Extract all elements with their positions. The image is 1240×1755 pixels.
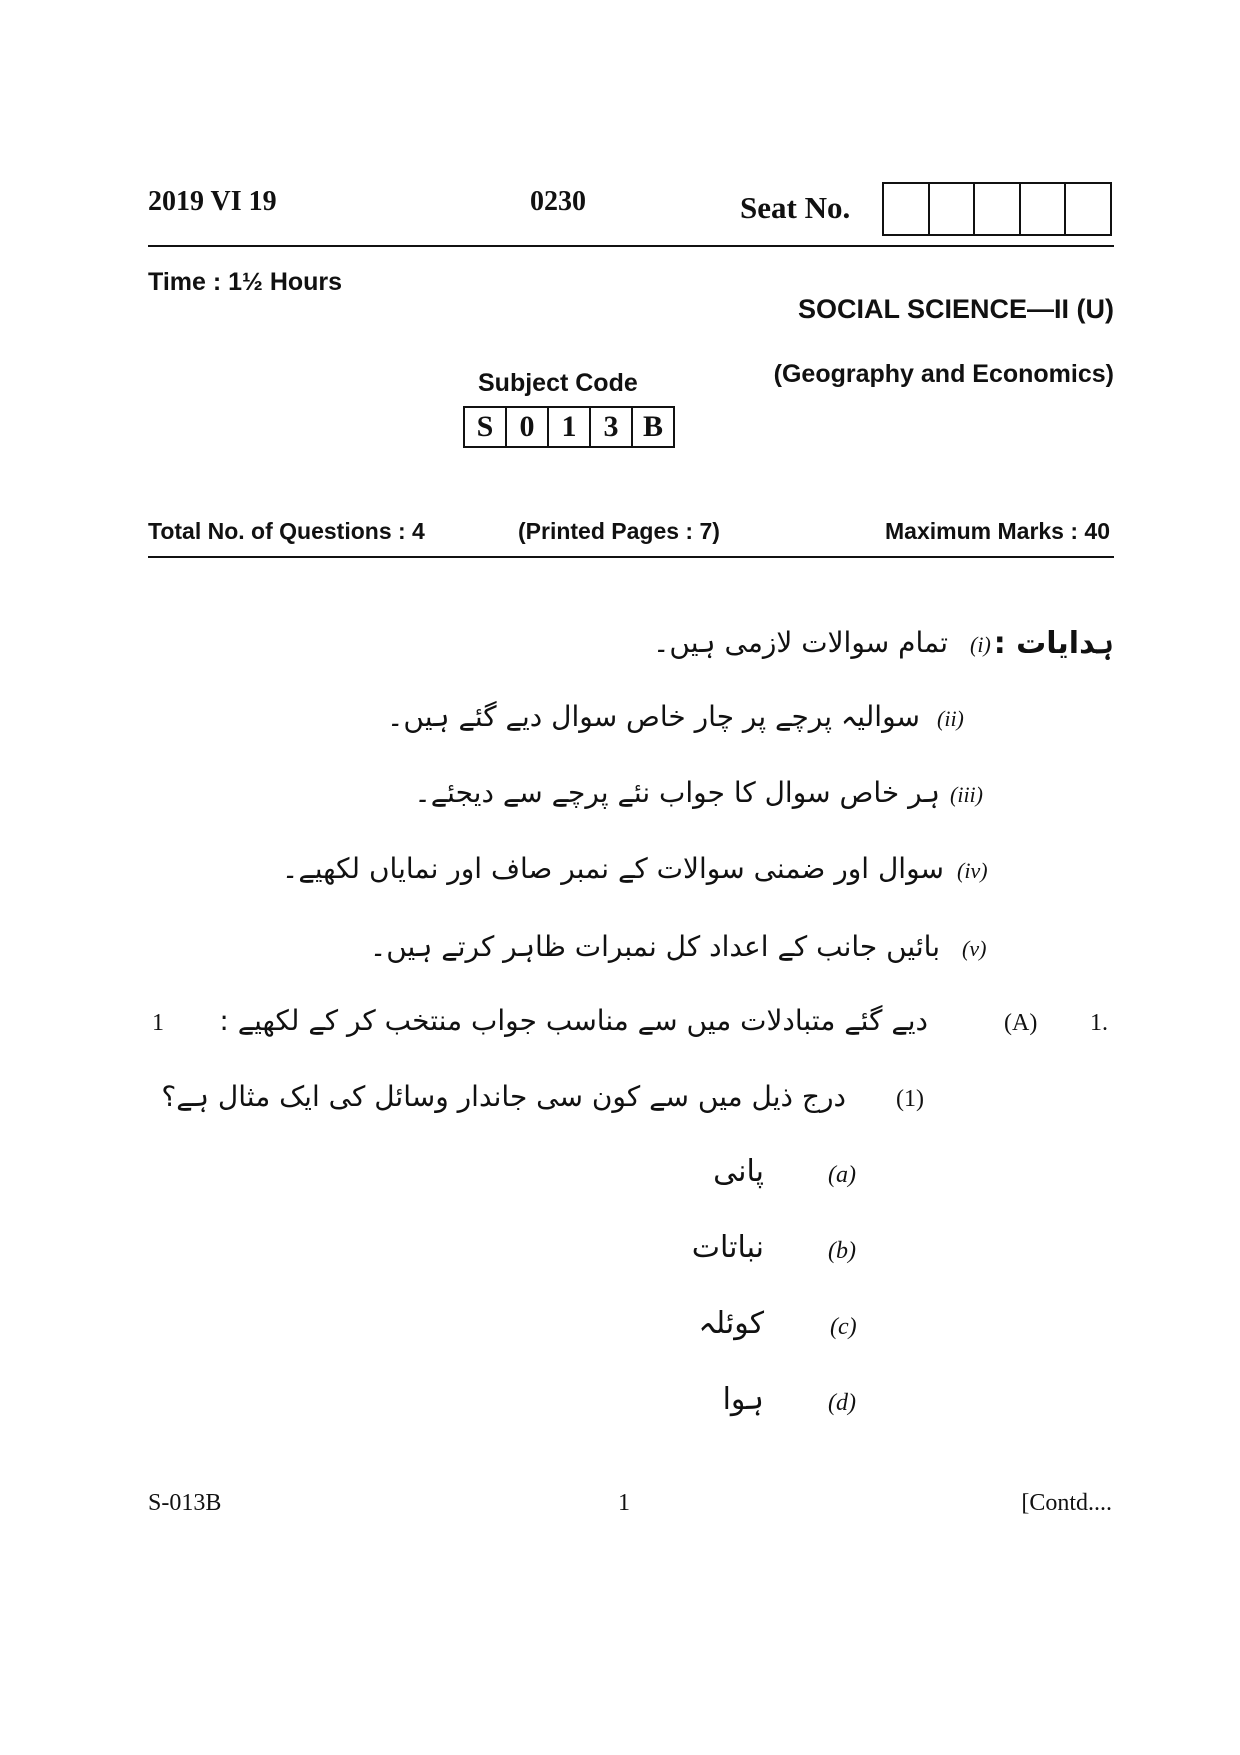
question-prompt: دیے گئے متبادلات میں سے مناسب جواب منتخب کر کے لکھیے : [219,1004,928,1037]
subject-title: SOCIAL SCIENCE—II (U) [797,294,1114,324]
option-label: (b) [828,1238,856,1264]
subject-code-label: Subject Code [478,369,638,397]
seat-box[interactable] [884,184,930,234]
sub-question-number: (1) [896,1086,924,1112]
seat-number-boxes[interactable] [882,182,1112,236]
continued-marker: [Contd.... [1021,1490,1112,1516]
option-label: (c) [830,1314,857,1340]
question-part: (A) [1004,1010,1038,1036]
instruction-text: تمام سوالات لازمی ہیں۔ [653,626,948,659]
instruction-text: بائیں جانب کے اعداد کل نمبرات ظاہر کرتے ہیں۔ [369,930,940,963]
maximum-marks: Maximum Marks : 40 [885,518,1110,544]
time-allowed: Time : 1½ Hours [148,268,343,296]
instruction-number: (ii) [937,706,964,731]
date-code: 2019 VI 19 [148,186,277,217]
header-divider [148,245,1114,247]
option-text: نباتات [691,1230,764,1265]
instruction-text: سوالیہ پرچے پر چار خاص سوال دیے گئے ہیں۔ [386,700,920,733]
instruction-text: ہر خاص سوال کا جواب نئے پرچے سے دیجئے۔ [414,776,940,809]
subject-code-char: 1 [549,408,591,446]
printed-pages: (Printed Pages : 7) [518,518,720,544]
question-number: 1. [1090,1010,1108,1036]
instruction-number: (iii) [950,782,983,807]
seat-box[interactable] [930,184,976,234]
instruction-number: (v) [962,936,987,961]
instruction-number: (i) [970,632,991,657]
option-text: ہوا [722,1382,764,1417]
footer-code: S-013B [148,1490,222,1516]
meta-divider [148,556,1114,558]
total-questions: Total No. of Questions : 4 [148,518,425,544]
seat-box[interactable] [1066,184,1110,234]
subject-code-char: S [465,408,507,446]
seat-label: Seat No. [740,190,851,225]
option-label: (a) [828,1162,856,1188]
page-number: 1 [618,1490,630,1516]
seat-box[interactable] [1021,184,1067,234]
subject-subtitle: (Geography and Economics) [773,360,1114,388]
instructions-heading: ہدایات : [993,626,1114,661]
subject-code-char: 3 [591,408,633,446]
sub-question-text: درج ذیل میں سے کون سی جاندار وسائل کی ایک مثال ہے؟ [161,1080,846,1113]
subject-code-char: 0 [507,408,549,446]
subject-code-char: B [642,410,663,443]
paper-code: 0230 [530,186,586,217]
subject-code-boxes [463,406,675,448]
option-text: پانی [713,1154,764,1189]
option-text: کوئلہ [698,1306,764,1341]
marks-indicator: 1 [152,1010,164,1036]
instruction-text: سوال اور ضمنی سوالات کے نمبر صاف اور نمایاں لکھیے۔ [281,852,944,885]
option-label: (d) [828,1390,856,1416]
seat-box[interactable] [975,184,1021,234]
instruction-number: (iv) [957,858,988,883]
